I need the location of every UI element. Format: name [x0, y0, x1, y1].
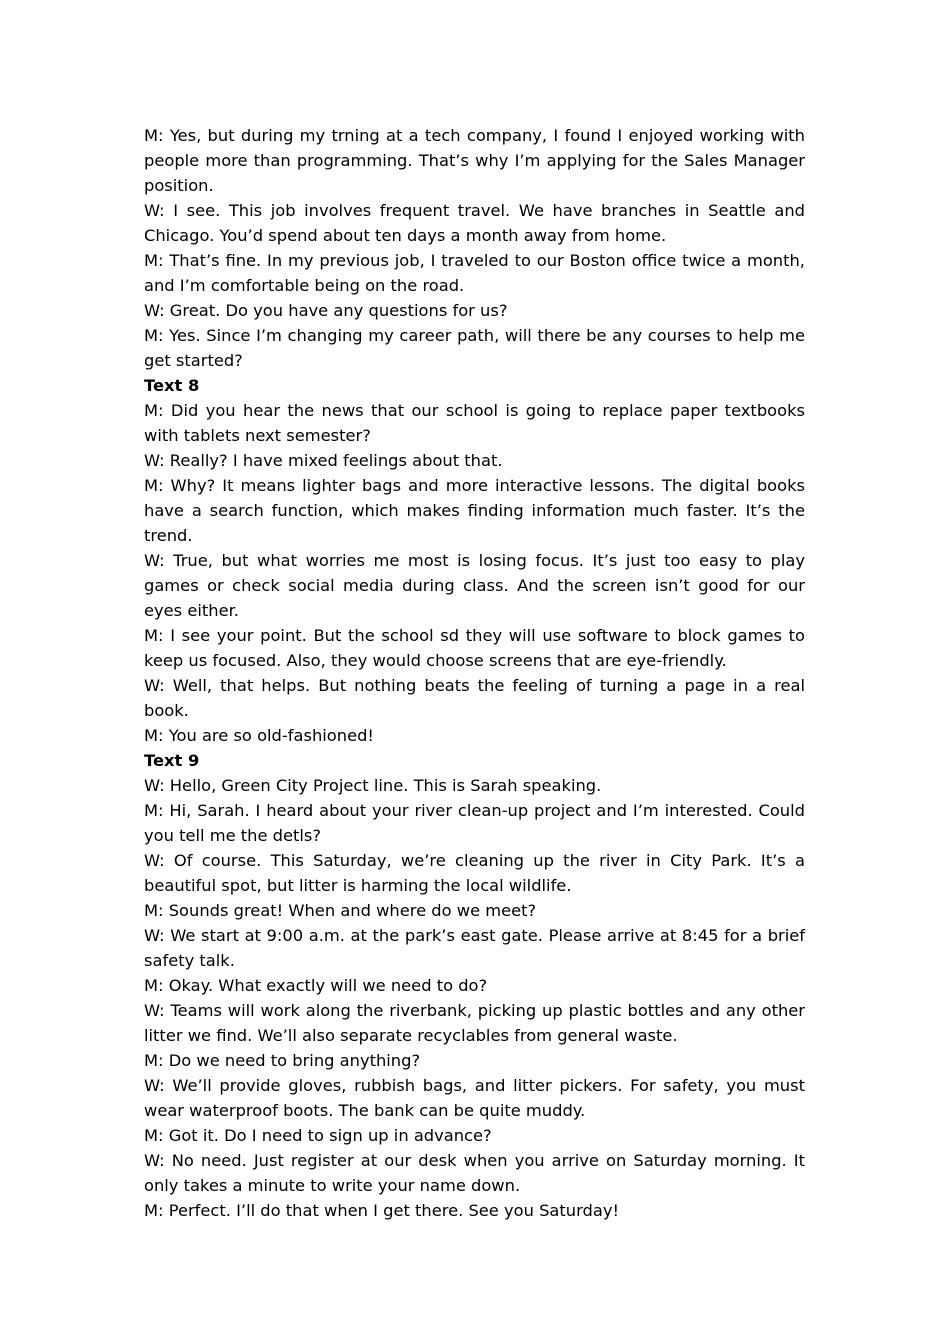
dialogue-line: M: Sounds great! When and where do we meet? [144, 901, 537, 920]
dialogue-line: W: No need. Just register at our desk when you arrive on Saturday morning. It only takes a minute to write your name down. [144, 1151, 805, 1195]
dialogue-line: W: We start at 9:00 a.m. at the park’s east gate. Please arrive at 8:45 for a brief safety talk. [144, 926, 805, 970]
dialogue-line: M: Do we need to bring anything? [144, 1051, 421, 1070]
dialogue-line: M: I see your point. But the school sd they will use software to block games to keep us focused. Also, they would choose screens that are eye-friendly. [144, 626, 805, 670]
dialogue-line: M: Okay. What exactly will we need to do? [144, 976, 488, 995]
dialogue-line: M: Got it. Do I need to sign up in advance? [144, 1126, 492, 1145]
dialogue-line: M: You are so old-fashioned! [144, 726, 374, 745]
dialogue-line: M: That’s fine. In my previous job, I traveled to our Boston office twice a month, and I’m comfortable being on the road. [144, 251, 805, 295]
dialogue-line: W: Really? I have mixed feelings about that. [144, 451, 503, 470]
dialogue-line: M: Hi, Sarah. I heard about your river clean-up project and I’m interested. Could you tell me the detls? [144, 801, 805, 845]
dialogue-line: W: Well, that helps. But nothing beats the feeling of turning a page in a real book. [144, 676, 805, 720]
section-heading-text-8: Text 8 [144, 376, 200, 395]
dialogue-line: M: Why? It means lighter bags and more interactive lessons. The digital books have a search function, which makes finding information much faster. It’s the trend. [144, 476, 805, 545]
dialogue-line: M: Perfect. I’ll do that when I get there. See you Saturday! [144, 1201, 619, 1220]
section-heading-text-9: Text 9 [144, 751, 200, 770]
dialogue-line: W: Teams will work along the riverbank, picking up plastic bottles and any other litter we find. We’ll also separate recyclables from general waste. [144, 1001, 805, 1045]
dialogue-line: W: Hello, Green City Project line. This is Sarah speaking. [144, 776, 602, 795]
dialogue-line: W: I see. This job involves frequent travel. We have branches in Seattle and Chicago. You’d spend about ten days a month away from home. [144, 201, 805, 245]
dialogue-line: M: Yes. Since I’m changing my career path, will there be any courses to help me get started? [144, 326, 805, 370]
dialogue-line: W: Great. Do you have any questions for us? [144, 301, 508, 320]
document-page [144, 123, 805, 1223]
dialogue-line: M: Yes, but during my trning at a tech company, I found I enjoyed working with people more than programming. That’s why I’m applying for the Sales Manager position. [144, 126, 805, 195]
dialogue-line: W: We’ll provide gloves, rubbish bags, and litter pickers. For safety, you must wear waterproof boots. The bank can be quite muddy. [144, 1076, 805, 1120]
dialogue-line: W: True, but what worries me most is losing focus. It’s just too easy to play games or check social media during class. And the screen isn’t good for our eyes either. [144, 551, 805, 620]
dialogue-line: M: Did you hear the news that our school is going to replace paper textbooks with tablets next semester? [144, 401, 805, 445]
dialogue-line: W: Of course. This Saturday, we’re cleaning up the river in City Park. It’s a beautiful spot, but litter is harming the local wildlife. [144, 851, 805, 895]
